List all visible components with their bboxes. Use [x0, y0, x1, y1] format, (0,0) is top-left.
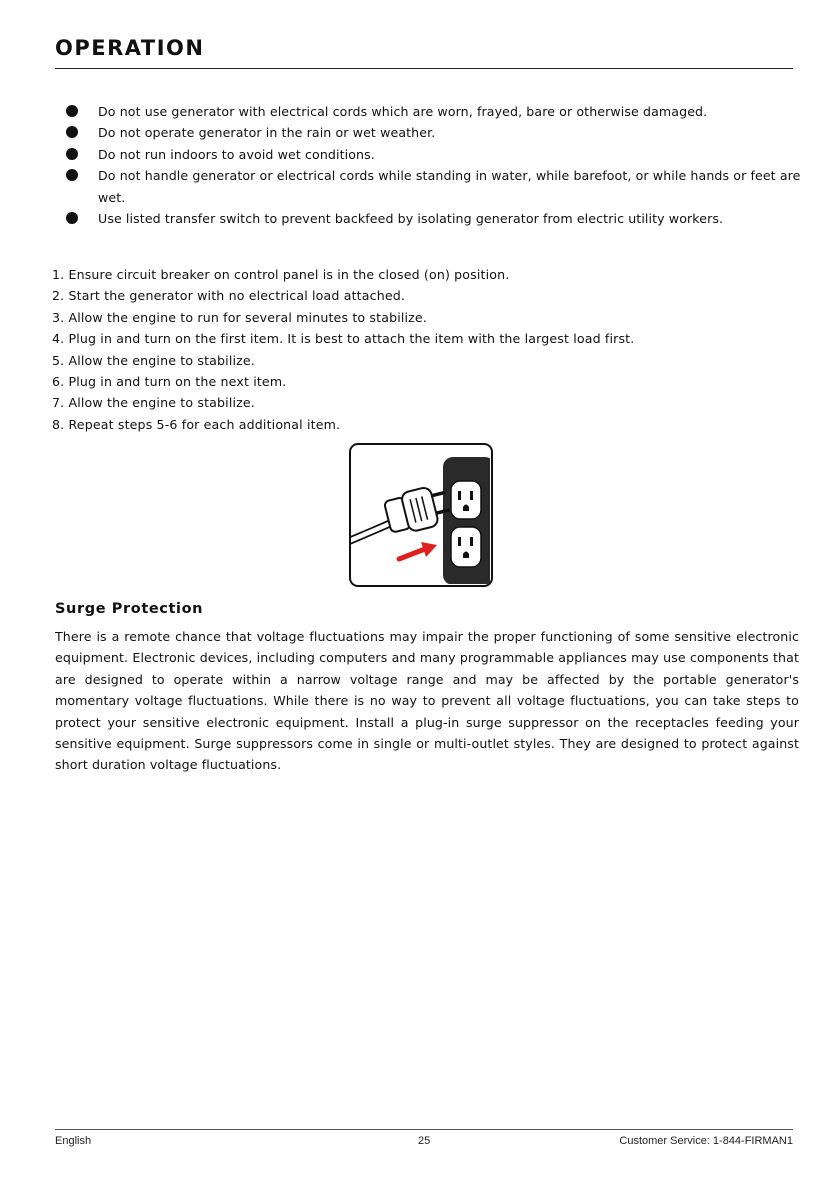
warning-item: [66, 122, 806, 143]
bullet-icon: [66, 212, 78, 224]
step-item: 2. Start the generator with no electrical load attached.: [52, 288, 406, 304]
warning-text: Do not operate generator in the rain or wet weather.: [98, 125, 436, 141]
bullet-icon: [66, 169, 78, 181]
step-item: 1. Ensure circuit breaker on control panel is in the closed (on) position.: [52, 267, 510, 282]
step-item: 3. Allow the engine to run for several minutes to stabilize.: [52, 309, 427, 325]
footer-divider: [55, 1129, 793, 1130]
bullet-icon: [66, 105, 78, 117]
operation-steps: [52, 264, 812, 435]
plug-into-outlet-icon: [351, 445, 490, 584]
footer-page-number: 25: [418, 1135, 431, 1147]
warning-text: Do not run indoors to avoid wet conditions.: [98, 146, 375, 162]
step-item: 6. Plug in and turn on the next item.: [52, 374, 287, 390]
surge-protection-body: There is a remote chance that voltage fluctuations may impair the proper functioning of some sensitive electronic equipment. Electronic devices, including computers and many programmable appliances may use components that are designed to operate within a narrow voltage range and may be affected by the portable generator's momentary voltage fluctuations. While there is no way to prevent all voltage fluctuations, you can take steps to protect your sensitive electronic equipment. Install a plug-in surge suppressor on the receptacles feeding your sensitive equipment. Surge suppressors come in single or multi-outlet styles. They are designed to protect against short duration voltage fluctuations.: [55, 629, 799, 773]
bullet-icon: [66, 126, 78, 138]
surge-protection-heading: Surge Protection: [55, 601, 204, 617]
title-divider: [55, 68, 793, 69]
footer-customer-service: Customer Service: 1-844-FIRMAN1: [619, 1135, 793, 1147]
step-item: 5. Allow the engine to stabilize.: [52, 352, 255, 368]
page-title: OPERATION: [55, 36, 205, 60]
warning-text: Use listed transfer switch to prevent backfeed by isolating generator from electric utility workers.: [98, 211, 724, 227]
footer-language: English: [55, 1135, 92, 1147]
warning-item: [66, 165, 806, 208]
bullet-icon: [66, 148, 78, 160]
warning-item: [66, 144, 806, 165]
warning-text: Do not use generator with electrical cords which are worn, frayed, bare or otherwise damaged.: [98, 104, 708, 119]
step-item: 7. Allow the engine to stabilize.: [52, 395, 255, 411]
warning-list: [66, 101, 806, 229]
warning-item: [66, 101, 806, 122]
plug-illustration: [349, 443, 493, 587]
warning-item: [66, 208, 806, 229]
warning-text: Do not handle generator or electrical cords while standing in water, while barefoot, or while hands or feet are wet.: [98, 168, 801, 205]
step-item: 8. Repeat steps 5-6 for each additional item.: [52, 416, 341, 432]
step-item: 4. Plug in and turn on the first item. It is best to attach the item with the largest load first.: [52, 331, 635, 347]
